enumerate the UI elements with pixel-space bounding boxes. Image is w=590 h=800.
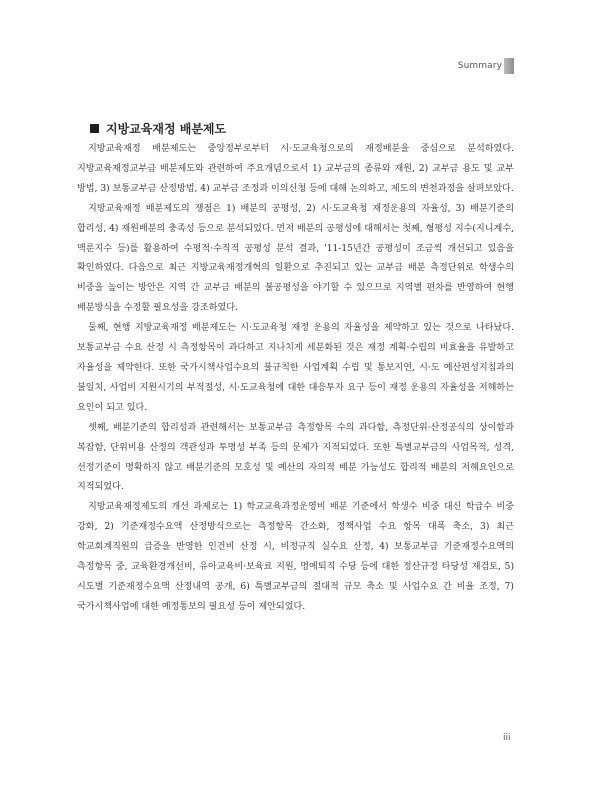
- running-header: Summary: [457, 61, 502, 71]
- paragraph-issues-equity: 지방교육재정 배분제도의 쟁점은 1) 배분의 공평성, 2) 시·도교육청 재정운용의 자율성, 3) 배분기준의 합리성, 4) 재원배분의 충족성 등으로 분석되었다. 먼저 배분의 공평성에 대해서는 첫째, 형평성 지수(지니계수, 맥룬지수 등)를 활용하여 수평적·수직적 공평성 분석 결과, '11-15년간 공평성이 조금씩 개선되고 있음을 확인하였다. 다음으로 최근 지방교육재정개혁의 일환으로 추진되고 있는 교부금 배분 측정단위로 학생수의 비중을 높이는 방안은 지역 간 교부금 배분의 불공평성을 야기할 수 있으므로 지역별 편차를 반영하여 현행 배분방식을 수정할 필요성을 강조하였다.: [77, 203, 514, 314]
- paragraph-issues-rationality: 셋째, 배분기준의 합리성과 관련해서는 보통교부금 측정항목 수의 과다함, 측정단위·산정공식의 상이함과 복잡함, 단위비용 산정의 객관성과 투명성 부족 등의 문제가 지적되었다. 또한 특별교부금의 사업목적, 성격, 선정기준이 명확하지 않고 배분기준의 모호성 및 예산의 자의적 배분 가능성도 합리적 배분의 저해요인으로 지적되었다.: [77, 422, 514, 493]
- section-heading-text: 지방교육재정 배분제도: [106, 121, 227, 136]
- header-tab-marker: [504, 58, 514, 74]
- paragraph-improvements: 지방교육재정제도의 개선 과제로는 1) 학교교육과정운영비 배분 기준에서 학생수 비중 대신 학급수 비중 강화, 2) 기준재정수요액 산정방식으로는 측정항목 간소화, 정책사업 수요 항목 대폭 축소, 3) 최근 학교회계직원의 급증을 반영한 인건비 산정 시, 비정규직 실수요 산정, 4) 보통교부금 기준재정수요액의 측정항목 중, 교육환경개선비, 유아교육비·보육료 지원, 명예퇴직 수당 등에 대한 정산규정 타당성 재검토, 5) 시도별 기준재정수요액 산정내역 공개, 6) 특별교부금의 절대적 규모 축소 및 사업수요 간 비율 조정, 7) 국가시책사업에 대한 예정통보의 필요성 등이 제안되었다.: [77, 502, 514, 612]
- body-text: [77, 140, 514, 618]
- section-heading: [90, 120, 226, 137]
- paragraph-overview: 지방교육재정 배분제도는 중앙정부로부터 시·도교육청으로의 재정배분을 중심으로 분석하였다. 지방교육재정교부금 배분제도와 관련하여 주요개념으로서 1) 교부금의 종류와 재원, 2) 교부금 용도 및 교부 방법, 3) 보통교부금 산정방법, 4) 교부금 조정과 이의신청 등에 대해 논의하고, 제도의 변천과정을 살펴보았다.: [77, 144, 514, 194]
- square-bullet-icon: [90, 124, 99, 133]
- paragraph-issues-autonomy: 둘째, 현행 지방교육재정 배분제도는 시·도교육청 재정 운용의 자율성을 제약하고 있는 것으로 나타났다. 보통교부금 수요 산정 시 측정항목이 과다하고 지나치게 세분화된 것은 재정 계획·수립의 비효율을 유발하고 자율성을 제약한다. 또한 국가시책사업수요의 불규칙한 사업계획 수립 및 통보지연, 시·도 예산편성지침과의 불일치, 사업비 지원시기의 부적절성, 시·도교육청에 대한 대응투자 요구 등이 재정 운용의 자율성을 저해하는 요인이 되고 있다.: [77, 323, 514, 413]
- page-number: iii: [503, 733, 511, 743]
